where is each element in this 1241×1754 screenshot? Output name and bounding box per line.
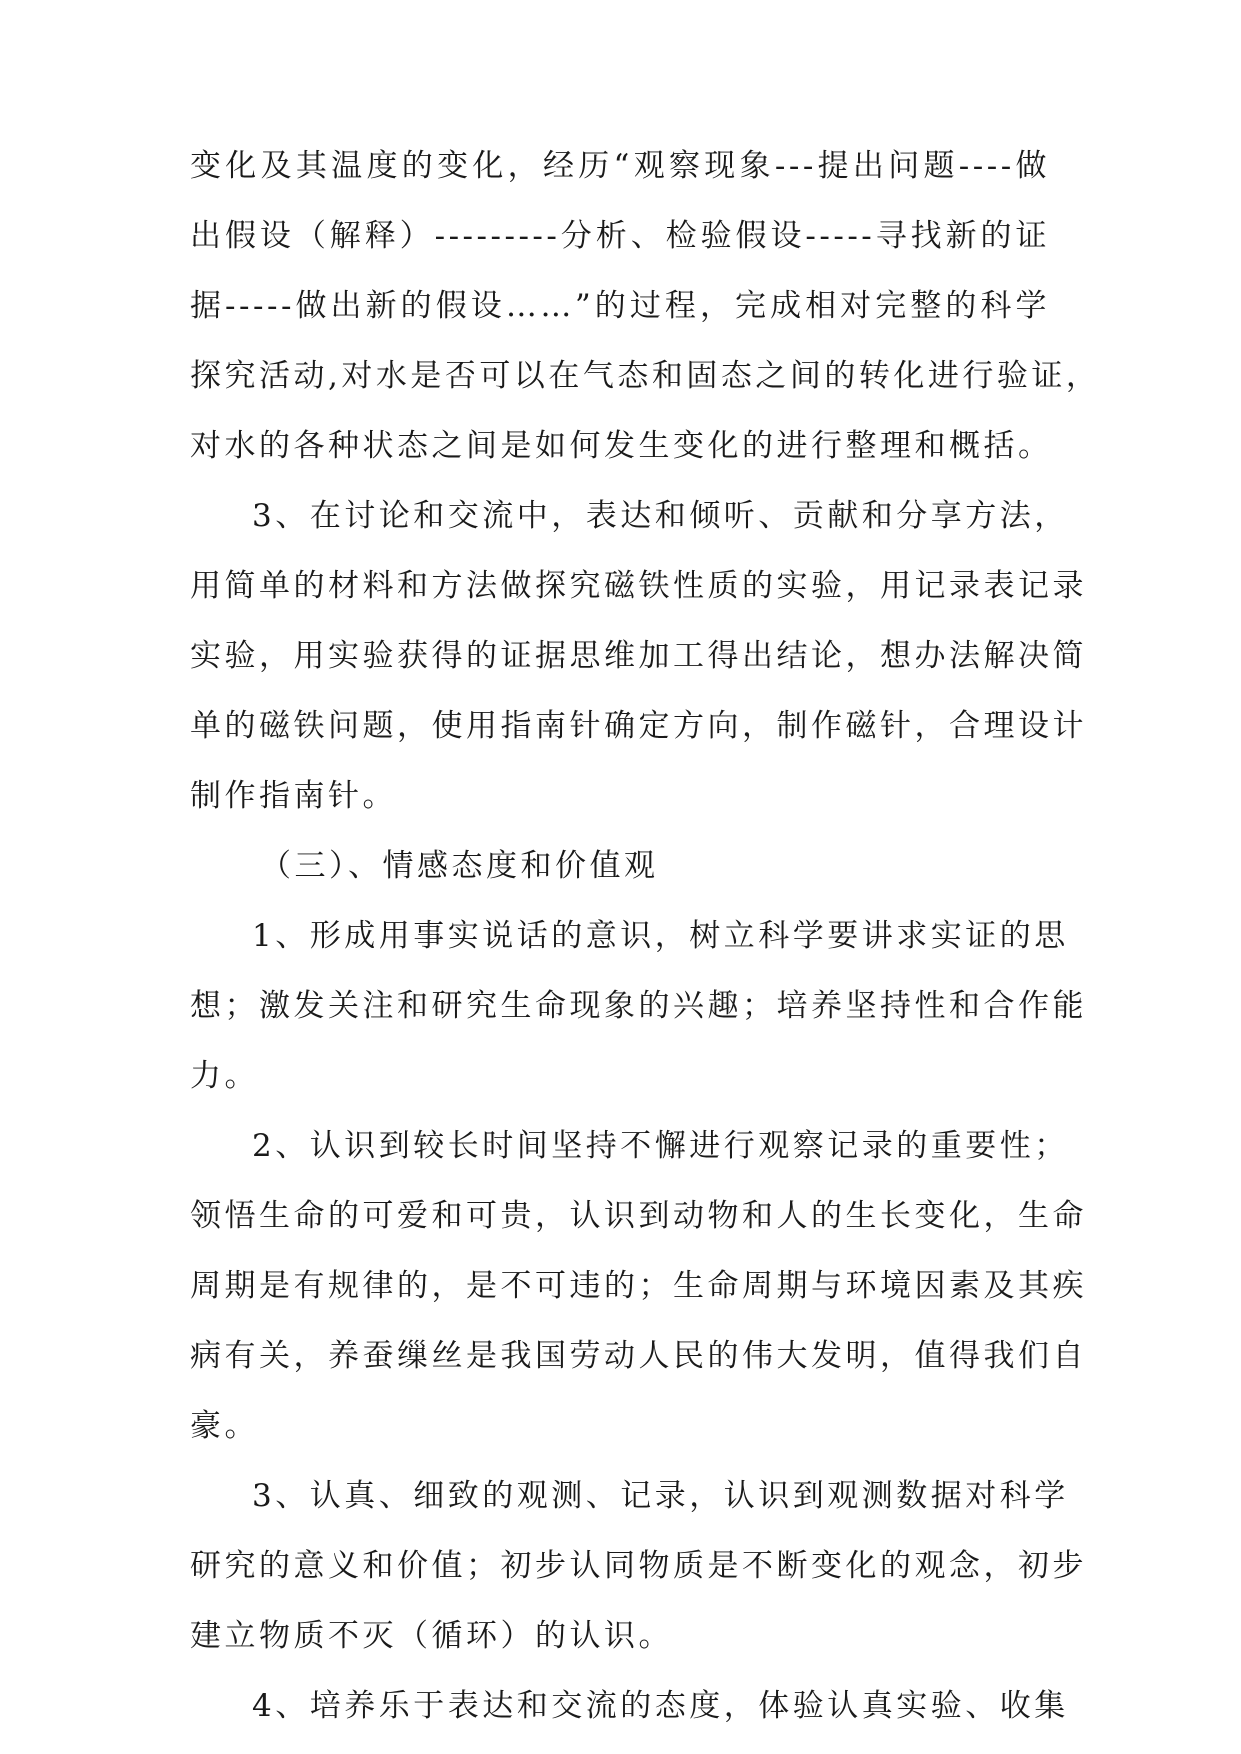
text-line: 周期是有规律的，是不可违的；生命周期与环境因素及其疾 — [190, 1268, 1087, 1304]
paragraph-first-line: 2、认识到较长时间坚持不懈进行观察记录的重要性； — [252, 1128, 1069, 1164]
text-line: 豪。 — [190, 1408, 259, 1444]
text-line: 领悟生命的可爱和可贵，认识到动物和人的生长变化，生命 — [190, 1198, 1087, 1234]
paragraph-first-line: 1、形成用事实说话的意识，树立科学要讲求实证的思 — [252, 918, 1069, 954]
text-line: 力。 — [190, 1058, 259, 1094]
text-line: 建立物质不灭（循环）的认识。 — [190, 1618, 673, 1654]
paragraph-first-line: 3、认真、细致的观测、记录，认识到观测数据对科学 — [252, 1478, 1069, 1514]
text-line: 探究活动,对水是否可以在气态和固态之间的转化进行验证， — [190, 358, 1101, 394]
paragraph-first-line: 4、培养乐于表达和交流的态度，体验认真实验、收集 — [252, 1688, 1069, 1724]
text-line: 实验，用实验获得的证据思维加工得出结论，想办法解决简 — [190, 638, 1087, 674]
text-line: 病有关，养蚕缫丝是我国劳动人民的伟大发明，值得我们自 — [190, 1338, 1087, 1374]
text-line: 用简单的材料和方法做探究磁铁性质的实验，用记录表记录 — [190, 568, 1087, 604]
text-line: 单的磁铁问题，使用指南针确定方向，制作磁针，合理设计 — [190, 708, 1087, 744]
text-line: 对水的各种状态之间是如何发生变化的进行整理和概括。 — [190, 428, 1053, 464]
text-line: 出假设（解释）---------分析、检验假设-----寻找新的证 — [190, 218, 1050, 254]
text-line: 变化及其温度的变化，经历“观察现象---提出问题----做 — [190, 148, 1050, 184]
text-line: 想；激发关注和研究生命现象的兴趣；培养坚持性和合作能 — [190, 988, 1087, 1024]
paragraph-first-line: 3、在讨论和交流中，表达和倾听、贡献和分享方法， — [252, 498, 1069, 534]
text-line: 研究的意义和价值；初步认同物质是不断变化的观念，初步 — [190, 1548, 1087, 1584]
text-line: 据-----做出新的假设……”的过程，完成相对完整的科学 — [190, 288, 1050, 324]
section-heading: （三）、情感态度和价值观 — [260, 848, 659, 884]
text-line: 制作指南针。 — [190, 778, 397, 814]
